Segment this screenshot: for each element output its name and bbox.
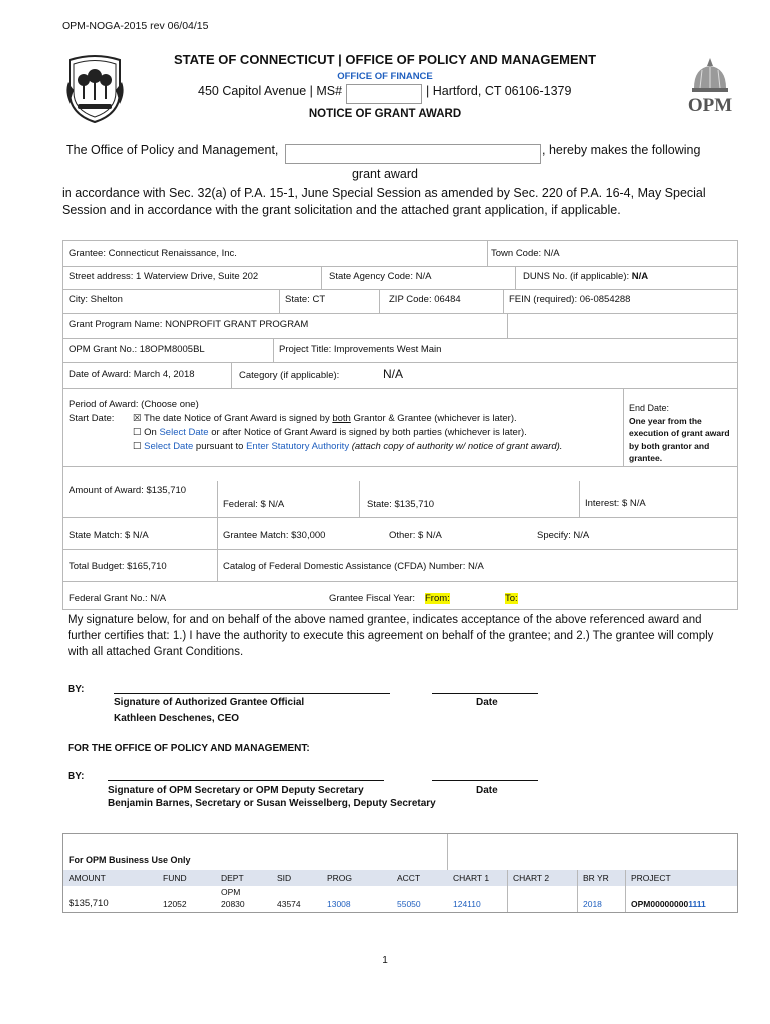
col-prog: PROG (327, 873, 353, 883)
state-amount: State: $135,710 (367, 499, 435, 510)
start-option-on-date[interactable]: ☐ On Select Date or after Notice of Grant Award is signed by both parties (whichever is later). (133, 427, 527, 438)
intro-line3: in accordance with Sec. 32(a) of P.A. 15-1, June Special Session as amended by Sec. 220 of P.A. 16-4, May Special Session and in accordance with the grant solicitation and the attached grant application, if applicable. (62, 186, 706, 217)
end-date-label: End Date: (629, 403, 670, 413)
end-date-block (629, 402, 737, 465)
row-prog: 13008 (327, 899, 351, 909)
cfda-number: Catalog of Federal Domestic Assistance (CFDA) Number: N/A (223, 561, 484, 572)
col-dept: DEPT (221, 873, 244, 883)
intro-line1-right: , hereby makes the following (542, 143, 701, 157)
specify: Specify: N/A (537, 530, 590, 541)
grantee-official-name: Kathleen Deschenes, CEO (114, 713, 240, 724)
intro-line1-left: The Office of Policy and Management, (66, 143, 279, 157)
header-subtitle: OFFICE OF FINANCE (337, 71, 433, 82)
federal-grant-number: Federal Grant No.: N/A (69, 593, 167, 604)
address-left: 450 Capitol Avenue | MS# (198, 84, 343, 98)
row-br-yr: 2018 (583, 899, 602, 909)
opm-date-line[interactable]: Date (476, 785, 498, 796)
acknowledgement-text: My signature below, for and on behalf of the above named grantee, indicates acceptance of the above referenced award and further certifies that: 1.) I have the authority to execute this agreement on behalf of the grantee; and 2.) The grantee will comply with all attached Grant Conditions. (68, 614, 714, 658)
row-amount: $135,710 (69, 898, 109, 909)
row-chart1: 124110 (453, 899, 481, 909)
grant-program-name: Grant Program Name: NONPROFIT GRANT PROGRAM (69, 319, 309, 330)
col-sid: SID (277, 873, 292, 883)
col-project: PROJECT (631, 873, 671, 883)
row-dept: 20830 (221, 899, 245, 909)
fein: FEIN (required): 06-0854288 (509, 294, 631, 305)
grantee-match: Grantee Match: $30,000 (223, 530, 326, 541)
grantee-signature-line[interactable]: Signature of Authorized Grantee Official (114, 697, 305, 708)
opm-logo-text: OPM (687, 95, 733, 116)
page-number: 1 (382, 955, 388, 966)
interest-amount: Interest: $ N/A (585, 498, 646, 509)
fiscal-year-to[interactable]: To: (505, 593, 518, 604)
end-date-text: One year from the execution of grant award by both grantor and grantee. (629, 415, 730, 463)
notice-title: NOTICE OF GRANT AWARD (308, 108, 462, 120)
form-code: OPM-NOGA-2015 rev 06/04/15 (62, 20, 209, 32)
start-option-signed[interactable]: ☒ The date Notice of Grant Award is signed by both Grantor & Grantee (whichever is later). (133, 413, 517, 424)
col-br-yr: BR YR (583, 873, 609, 883)
fiscal-year-label: Grantee Fiscal Year: (329, 593, 416, 604)
project-title: Project Title: Improvements West Main (279, 344, 442, 355)
intro-line2: grant award (351, 167, 418, 181)
state: State: CT (285, 294, 326, 305)
duns-number: DUNS No. (if applicable): N/A (523, 271, 649, 282)
row-project: OPM000000001111 (631, 899, 706, 909)
city: City: Shelton (69, 294, 123, 305)
street-address: Street address: 1 Waterview Drive, Suite 202 (69, 271, 259, 282)
col-amount: AMOUNT (69, 873, 106, 883)
opm-grant-number: OPM Grant No.: 18OPM8005BL (69, 344, 205, 355)
opm-heading: FOR THE OFFICE OF POLICY AND MANAGEMENT: (68, 743, 310, 754)
date-of-award: Date of Award: March 4, 2018 (69, 369, 195, 380)
state-agency-code: State Agency Code: N/A (329, 271, 432, 282)
col-fund: FUND (163, 873, 187, 883)
grantee-by-label: BY: (68, 684, 85, 695)
total-budget: Total Budget: $165,710 (69, 561, 167, 572)
col-chart1: CHART 1 (453, 873, 490, 883)
col-acct: ACCT (397, 873, 421, 883)
col-chart2: CHART 2 (513, 873, 550, 883)
grantee-date-line[interactable]: Date (476, 697, 498, 708)
federal-amount: Federal: $ N/A (223, 499, 285, 510)
zip-code: ZIP Code: 06484 (389, 294, 461, 305)
state-match: State Match: $ N/A (69, 530, 149, 541)
grantee-name: Grantee: Connecticut Renaissance, Inc. (69, 248, 237, 259)
category-value: N/A (383, 367, 404, 381)
opm-by-label: BY: (68, 771, 85, 782)
row-dept-top: OPM (221, 887, 241, 897)
row-fund: 12052 (163, 899, 187, 909)
agency-name-field[interactable] (285, 144, 541, 164)
fiscal-year-from[interactable]: From: (425, 593, 450, 604)
award-details-table (62, 240, 738, 610)
amount-of-award: Amount of Award: $135,710 (69, 485, 187, 496)
town-code: Town Code: N/A (491, 248, 560, 259)
header-title: STATE OF CONNECTICUT | OFFICE OF POLICY AND MANAGEMENT (173, 52, 597, 67)
opm-signatory-names: Benjamin Barnes, Secretary or Susan Weisselberg, Deputy Secretary (108, 798, 436, 809)
other-amount: Other: $ N/A (389, 530, 442, 541)
opm-signature-line[interactable]: Signature of OPM Secretary or OPM Deputy Secretary (108, 785, 364, 796)
category-label: Category (if applicable): (239, 370, 340, 381)
business-use-table (62, 833, 738, 913)
ms-number-field[interactable] (346, 84, 422, 104)
address-right: | Hartford, CT 06106-1379 (426, 84, 572, 98)
period-label: Period of Award: (Choose one) (69, 399, 199, 410)
start-date-label: Start Date: (69, 413, 115, 424)
row-acct: 55050 (397, 899, 421, 909)
row-sid: 43574 (277, 899, 301, 909)
business-use-title: For OPM Business Use Only (69, 855, 191, 865)
start-option-statutory[interactable]: ☐ Select Date pursuant to Enter Statutory Authority (attach copy of authority w/ notice of grant award). (133, 441, 563, 452)
